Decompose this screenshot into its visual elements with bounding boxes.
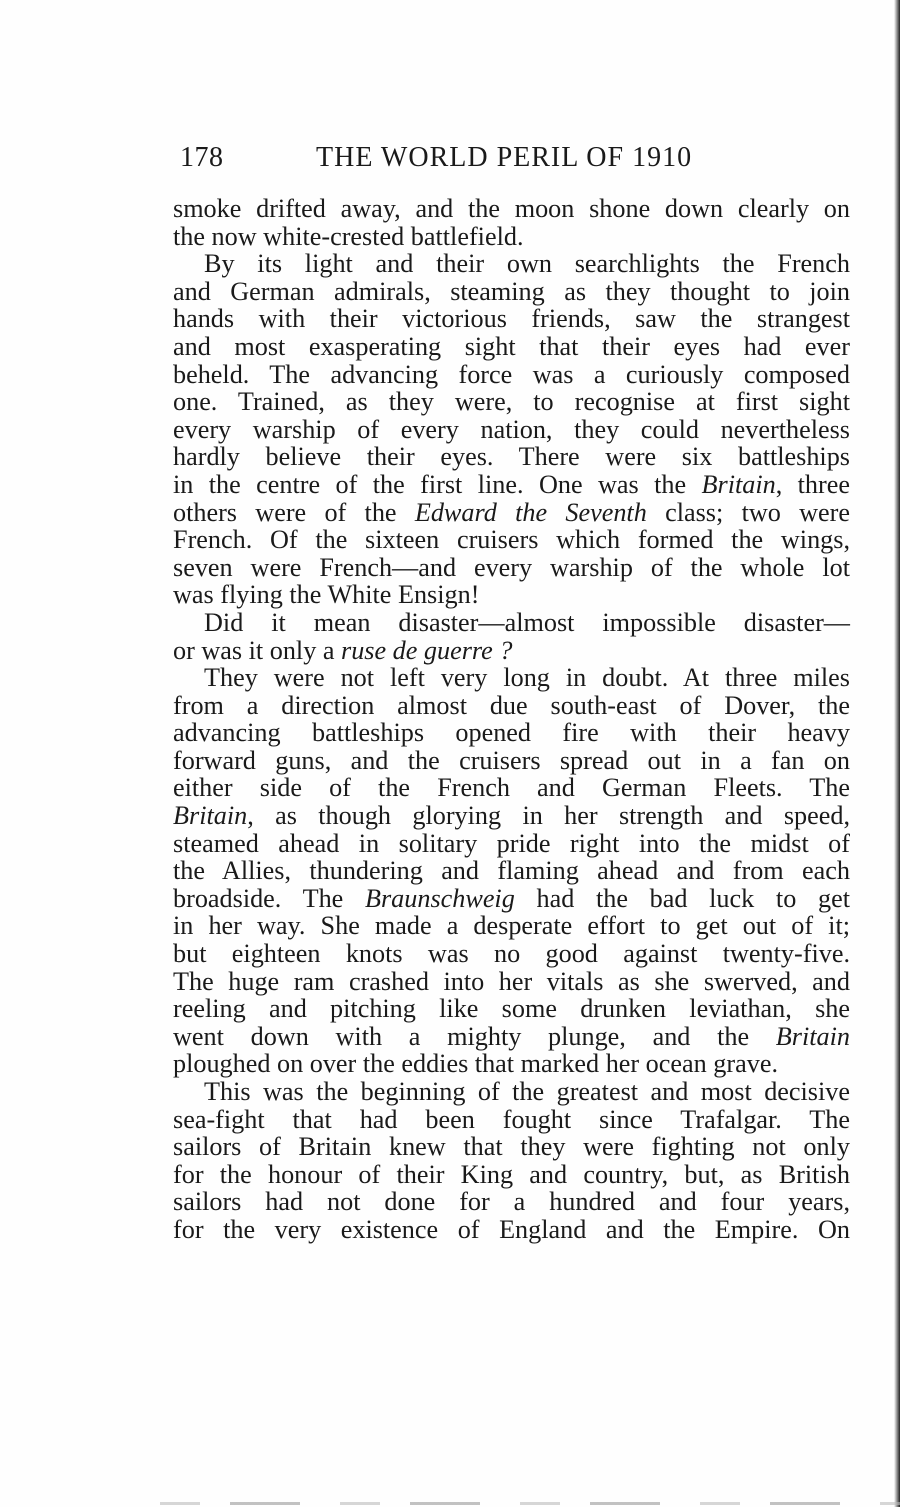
text-line: Did it mean disaster—almost impossible disaster— — [204, 607, 850, 637]
text-line: in her way. She made a desperate effort to get out of it; — [173, 911, 850, 941]
line-segment: or was it only a — [173, 635, 342, 665]
ship-name-italic: Britain — [173, 801, 248, 831]
text-line — [173, 802, 850, 830]
text-line: either side of the French and German Fleets. The — [173, 773, 850, 803]
text-line: and most exasperating sight that their eyes had ever — [173, 331, 850, 361]
text-line: steamed ahead in solitary pride right into the midst of — [173, 828, 850, 858]
text-line: but eighteen knots was no good against twenty-five. — [173, 939, 850, 969]
text-line: hands with their victorious friends, saw the strangest — [173, 304, 850, 334]
page-number: 178 — [180, 142, 224, 173]
text-line: ploughed on over the eddies that marked her ocean grave. — [173, 1049, 778, 1079]
text-line: hardly believe their eyes. There were six battleships — [173, 442, 850, 472]
text-line: reeling and pitching like some drunken leviathan, she — [173, 994, 850, 1024]
text-line: beheld. The advancing force was a curiously composed — [173, 359, 850, 389]
scan-edge-shadow — [894, 0, 900, 1507]
text-line: and German admirals, steaming as they thought to join — [173, 276, 850, 306]
line-segment: others were of the — [173, 497, 415, 527]
text-line: The huge ram crashed into her vitals as she swerved, and — [173, 966, 850, 996]
ship-class-italic: Edward the Seventh — [414, 497, 647, 527]
text-line — [173, 471, 850, 499]
text-line: one. Trained, as they were, to recognise at first sight — [173, 387, 850, 417]
text-line: sailors had not done for a hundred and four years, — [173, 1187, 850, 1217]
line-segment: , as though glorying in her strength and speed, — [247, 801, 850, 831]
scan-edge-artifact — [160, 1502, 900, 1505]
text-line: advancing battleships opened fire with their heavy — [173, 718, 850, 748]
text-line: sea-fight that had been fought since Trafalgar. The — [173, 1104, 850, 1134]
line-segment: went down with a mighty plunge, and the — [173, 1021, 776, 1051]
phrase-italic: ruse de guerre ? — [341, 635, 513, 665]
line-segment: broadside. The — [173, 883, 365, 913]
text-line — [173, 885, 850, 913]
text-line: every warship of every nation, they could nevertheless — [173, 414, 850, 444]
text-line: sailors of Britain knew that they were fighting not only — [173, 1132, 850, 1162]
ship-name-italic: Braunschweig — [364, 883, 515, 913]
text-line — [173, 499, 850, 527]
line-segment: class; two were — [646, 497, 851, 527]
text-line: from a direction almost due south-east of Dover, the — [173, 690, 850, 720]
text-line — [173, 1023, 850, 1051]
text-line — [173, 637, 850, 665]
running-title: THE WORLD PERIL OF 1910 — [316, 142, 693, 173]
line-segment: had the bad luck to get — [514, 883, 850, 913]
line-segment: in the centre of the first line. One was the — [173, 469, 702, 499]
text-line: smoke drifted away, and the moon shone down clearly on — [173, 194, 850, 223]
text-line: By its light and their own searchlights the French — [204, 249, 850, 279]
text-line: for the very existence of England and the Empire. On — [173, 1214, 850, 1244]
body-text — [173, 195, 850, 1244]
text-line: for the honour of their King and country, but, as British — [173, 1159, 850, 1189]
text-line: the Allies, thundering and flaming ahead and from each — [173, 856, 850, 886]
text-line: forward guns, and the cruisers spread out in a fan on — [173, 745, 850, 775]
text-line: French. Of the sixteen cruisers which formed the wings, — [173, 525, 850, 555]
line-segment: , three — [775, 469, 850, 499]
text-line: This was the beginning of the greatest and most decisive — [204, 1077, 850, 1106]
ship-name-italic: Britain — [701, 469, 776, 499]
ship-name-italic: Britain — [775, 1021, 850, 1051]
text-line: seven were French—and every warship of the whole lot — [173, 552, 850, 582]
text-line: They were not left very long in doubt. At three miles — [204, 663, 850, 693]
text-line: the now white-crested battlefield. — [173, 221, 524, 251]
text-line: was flying the White Ensign! — [173, 580, 480, 610]
